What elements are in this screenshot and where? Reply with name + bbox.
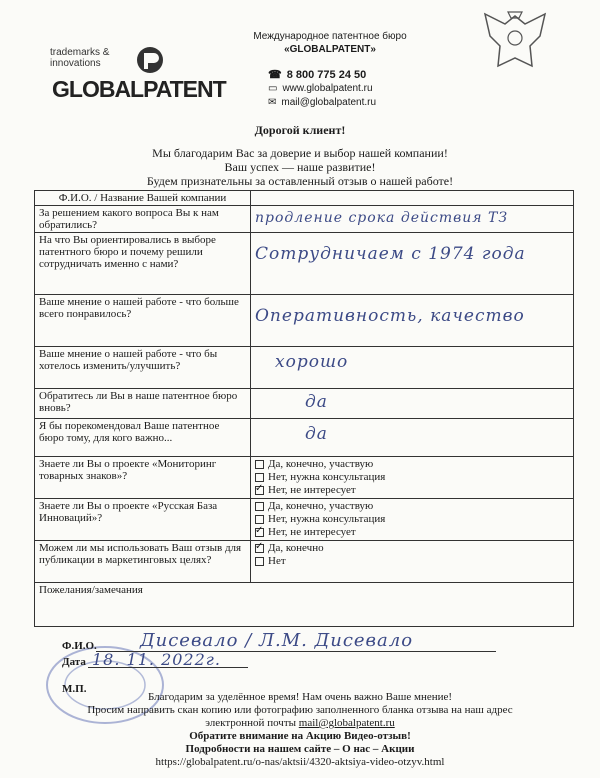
logo-emblem-icon: [137, 47, 163, 73]
options-publish: ✓ Да, конечно Нет: [251, 541, 574, 583]
answer-4[interactable]: хорошо: [251, 347, 574, 389]
phone-icon: ☎: [268, 69, 282, 81]
phone-number: 8 800 775 24 50: [286, 69, 367, 81]
promo-url[interactable]: https://globalpatent.ru/o-nas/aktsii/4320-aktsiya-video-otzyv.html: [155, 756, 445, 768]
checkbox-publish-yes[interactable]: [255, 544, 264, 553]
email-link[interactable]: mail@globalpatent.ru: [281, 97, 377, 108]
question-russian-base: Знаете ли Вы о проекте «Русская База Инноваций»?: [35, 499, 251, 541]
feedback-form-table: [34, 190, 574, 627]
checkbox-monitoring-yes[interactable]: [255, 460, 264, 469]
question-publish: Можем ли мы использовать Ваш отзыв для публикации в маркетинговых целях?: [35, 541, 251, 583]
question-3: Ваше мнение о нашей работе - что больше всего понравилось?: [35, 295, 251, 347]
logo-name: GLOBALPATENT: [52, 76, 226, 102]
footer-text: Благодарим за уделённое время! Нам очень важно Ваше мнение! Просим направить скан копию или фотографию заполненного бланка отзыва на наш адрес электронной почты mail@globalpatent.ru Обратите внимание на Акцию Видео-отзыв! Подробности на нашем сайте – О нас – Акции https://globalpatent.ru/o-nas/aktsii/4320-aktsiya-video-otzyv.html: [0, 691, 600, 769]
checkbox-base-consult[interactable]: [255, 515, 264, 524]
fio-label: Ф.И.О.: [62, 640, 97, 652]
coat-of-arms-icon: [470, 6, 560, 76]
answer-5[interactable]: да: [251, 389, 574, 419]
options-monitoring: Да, конечно, участвую Нет, нужна консультация ✓ Нет, не интересует: [251, 457, 574, 499]
question-5: Обратитесь ли Вы в наше патентное бюро вновь?: [35, 389, 251, 419]
logo-tagline: trademarks & innovations: [50, 47, 110, 69]
header-answer-cell: [251, 191, 574, 206]
header-cell: Ф.И.О. / Название Вашей компании: [35, 191, 251, 206]
checkbox-base-yes[interactable]: [255, 502, 264, 511]
monitor-icon: ▭: [268, 83, 278, 94]
footer-email-link[interactable]: mail@globalpatent.ru: [298, 717, 395, 729]
envelope-icon: ✉: [268, 97, 277, 108]
contacts: [268, 68, 376, 110]
answer-2[interactable]: Сотрудничаем с 1974 года: [251, 233, 574, 295]
question-4: Ваше мнение о нашей работе - что бы хотелось изменить/улучшить?: [35, 347, 251, 389]
checkbox-publish-no[interactable]: [255, 557, 264, 566]
date-value[interactable]: 18. 11. 2022г.: [92, 650, 221, 669]
question-monitoring: Знаете ли Вы о проекте «Мониторинг товарных знаков»?: [35, 457, 251, 499]
question-6: Я бы порекомендовал Ваше патентное бюро тому, для кого важно...: [35, 419, 251, 457]
stamp-label: М.П.: [62, 683, 87, 695]
checkbox-monitoring-not-interested[interactable]: [255, 486, 264, 495]
remarks-field[interactable]: Пожелания/замечания: [35, 583, 574, 627]
answer-3[interactable]: Оперативность, качество: [251, 295, 574, 347]
checkbox-monitoring-consult[interactable]: [255, 473, 264, 482]
question-2: На что Вы ориентировались в выборе патентного бюро и почему решили сотрудничать именно с нами?: [35, 233, 251, 295]
answer-1[interactable]: продление срока действия ТЗ: [251, 206, 574, 233]
promo-text: Обратите внимание на Акцию Видео-отзыв!: [189, 730, 411, 742]
fio-signature[interactable]: Дисевало / Л.М. Дисевало: [140, 630, 414, 651]
options-russian-base: Да, конечно, участвую Нет, нужна консультация ✓ Нет, не интересует: [251, 499, 574, 541]
answer-6[interactable]: да: [251, 419, 574, 457]
checkbox-base-not-interested[interactable]: [255, 528, 264, 537]
website-link[interactable]: www.globalpatent.ru: [282, 83, 373, 94]
question-1: За решением какого вопроса Вы к нам обратились?: [35, 206, 251, 233]
greeting: Дорогой клиент!: [254, 123, 346, 137]
details-text: Подробности на нашем сайте – О нас – Акции: [185, 743, 415, 755]
date-label: Дата: [62, 656, 86, 668]
intro-text: Мы благодарим Вас за доверие и выбор нашей компании! Ваш успех — наше развитие! Будем признательны за оставленный отзыв о нашей работе!: [146, 146, 454, 188]
agency-title: Международное патентное бюро «GLOBALPATENT»: [253, 31, 407, 55]
